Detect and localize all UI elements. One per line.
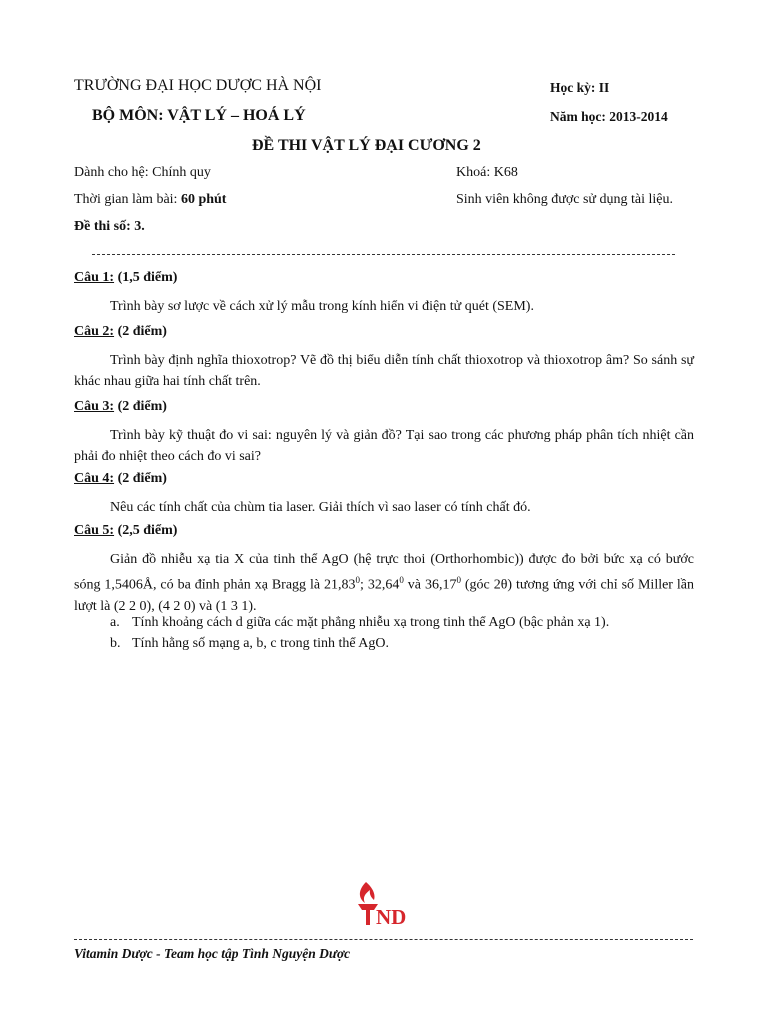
q5-text-part: ; 32,64 — [360, 577, 400, 593]
question-points: (2 điểm) — [114, 399, 167, 414]
course-cohort: Khoá: K68 — [456, 165, 518, 180]
subitem-b — [110, 636, 389, 652]
footer-divider — [74, 939, 693, 940]
nd-torch-logo — [352, 880, 418, 926]
subitem-text: Tính khoảng cách d giữa các mặt phẳng nhiễu xạ trong tinh thể AgO (bậc phản xạ 1). — [132, 615, 610, 630]
materials-note: Sinh viên không được sử dụng tài liệu. — [456, 192, 674, 207]
q5-text-part: (góc 2θ) tương ứng với chỉ số Miller lần lượt là (2 2 0), (4 2 0) và (1 3 1). — [74, 577, 695, 614]
question-label: Câu 2: — [74, 324, 115, 339]
subitem-a — [110, 615, 609, 631]
duration-label: Thời gian làm bài: — [74, 192, 181, 207]
department-name: BỘ MÔN: VẬT LÝ – HOÁ LÝ — [92, 107, 306, 124]
question-points: (2 điểm) — [114, 471, 167, 486]
footer-text: Vitamin Dược - Team học tập Tình Nguyện Dược — [74, 946, 351, 961]
question-2-text: Trình bày định nghĩa thioxotrop? Vẽ đồ thị biểu diễn tính chất thioxotrop và thioxotrop âm? So sánh sự khác nhau giữa hai tính chất trên. — [74, 353, 694, 389]
subitem-marker: a. — [110, 615, 120, 630]
university-name: TRƯỜNG ĐẠI HỌC DƯỢC HÀ NỘI — [74, 77, 322, 94]
education-system: Dành cho hệ: Chính quy — [74, 165, 211, 180]
question-2-heading — [74, 324, 167, 340]
duration-value: 60 phút — [180, 192, 227, 207]
exam-title: ĐỀ THI VẬT LÝ ĐẠI CƯƠNG 2 — [252, 137, 481, 154]
question-points: (2,5 điểm) — [114, 523, 178, 538]
question-1-heading — [74, 270, 177, 286]
header-divider — [92, 254, 675, 255]
question-label: Câu 1: — [74, 270, 115, 285]
logo-text: ND — [376, 905, 407, 926]
degree-sup: 0 — [456, 575, 461, 585]
question-5-heading — [74, 523, 177, 539]
q5-text-part: và 36,17 — [403, 577, 457, 593]
exam-duration — [74, 192, 226, 208]
academic-year: Năm học: 2013-2014 — [550, 109, 668, 124]
q5-text-part: Giản đồ nhiễu xạ tia X của tinh thể AgO (hệ trực thoi (Orthorhombic)) được đo bởi bức xạ có bước sóng 1,5406Å, có ba đỉnh phản xạ Bragg là 21,83 — [74, 552, 694, 593]
degree-sup: 0 — [399, 575, 404, 585]
question-3-text: Trình bày kỹ thuật đo vi sai: nguyên lý và giản đồ? Tại sao trong các phương pháp phân tích nhiệt cần phải đo nhiệt theo cách đo vi sai? — [74, 428, 694, 464]
question-label: Câu 3: — [74, 399, 115, 414]
question-label: Câu 4: — [74, 471, 115, 486]
question-1-text: Trình bày sơ lược về cách xử lý mẫu trong kính hiển vi điện tử quét (SEM). — [110, 299, 534, 314]
question-3-heading — [74, 399, 167, 415]
question-4-heading — [74, 471, 167, 487]
semester: Học kỳ: II — [550, 80, 610, 95]
question-4-text: Nêu các tính chất của chùm tia laser. Giải thích vì sao laser có tính chất đó. — [110, 500, 531, 515]
question-points: (2 điểm) — [114, 324, 167, 339]
degree-sup: 0 — [355, 575, 361, 585]
subitem-marker: b. — [110, 636, 121, 651]
exam-number: Đề thi số: 3. — [74, 219, 145, 234]
question-5-text — [74, 549, 694, 617]
question-points: (1,5 điểm) — [114, 270, 178, 285]
question-label: Câu 5: — [74, 523, 115, 538]
subitem-text: Tính hằng số mạng a, b, c trong tinh thể AgO. — [132, 636, 390, 651]
